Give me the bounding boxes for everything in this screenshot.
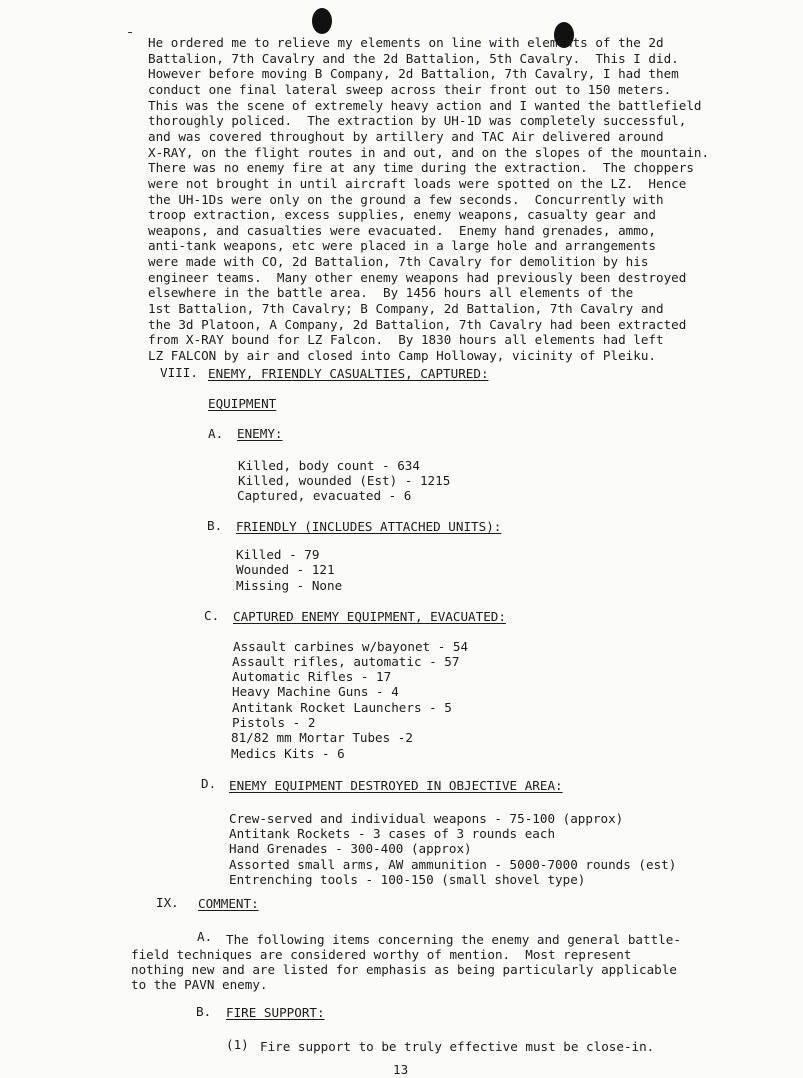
intro-line: engineer teams. Many other enemy weapons had previously been destroyed — [148, 269, 687, 285]
intro-line: elsewhere in the battle area. By 1456 hours all elements of the — [148, 285, 634, 301]
section-8c-item: Assault rifles, automatic - 57 — [232, 654, 460, 669]
section-8d-item: Hand Grenades - 300-400 (approx) — [229, 841, 472, 856]
section-8a-item: Captured, evacuated - 6 — [237, 488, 412, 503]
intro-line: This was the scene of extremely heavy action and I wanted the battlefield — [148, 97, 702, 113]
section-8c-item: Pistols - 2 — [232, 715, 316, 730]
section-8a-letter: A. — [208, 426, 224, 441]
intro-line: 1st Battalion, 7th Cavalry; B Company, 2d Battalion, 7th Cavalry and — [148, 301, 664, 317]
section-8c-letter: C. — [204, 608, 220, 623]
section-9a-line: nothing new and are listed for emphasis as being particularly applicable — [131, 962, 677, 977]
section-8d-item: Crew-served and individual weapons - 75-100 (approx) — [229, 811, 624, 826]
section-8d-item: Antitank Rockets - 3 cases of 3 rounds each — [229, 826, 556, 841]
section-9a-letter: A. — [197, 929, 213, 944]
section-8a-item: Killed, wounded (Est) - 1215 — [238, 473, 451, 488]
intro-line: were made with CO, 2d Battalion, 7th Cavalry for demolition by his — [148, 254, 649, 270]
section-8a-title: ENEMY: — [237, 426, 283, 441]
section-8d-item: Entrenching tools - 100-150 (small shovel type) — [229, 872, 586, 887]
section-8-number: VIII. — [160, 365, 198, 380]
section-8c-item: Automatic Rifles - 17 — [232, 669, 392, 684]
section-8b-title: FRIENDLY (INCLUDES ATTACHED UNITS): — [236, 519, 502, 534]
section-8d-title: ENEMY EQUIPMENT DESTROYED IN OBJECTIVE AREA: — [229, 778, 563, 793]
section-8d-item: Assorted small arms, AW ammunition - 5000-7000 rounds (est) — [229, 857, 677, 872]
intro-line: He ordered me to relieve my elements on line with elements of the 2d — [148, 35, 664, 50]
section-9a-line: The following items concerning the enemy and general battle- — [226, 932, 681, 947]
section-8b-letter: B. — [207, 518, 223, 533]
section-8-subtitle: EQUIPMENT — [208, 396, 277, 411]
section-9a-line: to the PAVN enemy. — [131, 977, 268, 992]
section-9b-item-number: (1) — [226, 1037, 249, 1052]
section-9-number: IX. — [156, 895, 179, 910]
section-8d-letter: D. — [201, 776, 217, 791]
section-8c-item: Assault carbines w/bayonet - 54 — [233, 639, 469, 654]
intro-line: LZ FALCON by air and closed into Camp Holloway, vicinity of Pleiku. — [148, 348, 656, 363]
section-8c-title: CAPTURED ENEMY EQUIPMENT, EVACUATED: — [233, 609, 506, 624]
section-8c-item: Heavy Machine Guns - 4 — [232, 684, 399, 699]
intro-line: the 3d Platoon, A Company, 2d Battalion, 7th Cavalry had been extracted — [148, 316, 687, 332]
section-8c-item: Medics Kits - 6 — [231, 746, 345, 761]
intro-line: from X-RAY bound for LZ Falcon. By 1830 hours all elements had left — [148, 332, 664, 348]
section-8c-item: Antitank Rocket Launchers - 5 — [232, 700, 452, 715]
section-9b-item-text: Fire support to be truly effective must be close-in. — [260, 1039, 655, 1054]
section-8b-item: Missing - None — [236, 578, 343, 593]
intro-line: thoroughly policed. The extraction by UH-1D was completely successful, — [148, 113, 687, 129]
intro-line: anti-tank weapons, etc were placed in a large hole and arrangements — [148, 238, 656, 254]
section-8b-item: Wounded - 121 — [236, 562, 335, 577]
section-8b-item: Killed - 79 — [236, 547, 320, 562]
intro-line: were not brought in until aircraft loads were spotted on the LZ. Hence — [148, 175, 687, 191]
intro-line: There was no enemy fire at any time during the extraction. The choppers — [148, 160, 694, 176]
section-8a-item: Killed, body count - 634 — [238, 458, 420, 473]
intro-line: the UH-1Ds were only on the ground a few seconds. Concurrently with — [148, 191, 664, 207]
section-9b-letter: B. — [196, 1004, 212, 1019]
intro-line: However before moving B Company, 2d Battalion, 7th Cavalry, I had them — [148, 66, 679, 82]
intro-line: weapons, and casualties were evacuated. Enemy hand grenades, ammo, — [148, 222, 656, 238]
intro-line: X-RAY, on the flight routes in and out, and on the slopes of the mountain. — [148, 144, 710, 160]
section-9a-line: field techniques are considered worthy of mention. Most represent — [131, 947, 632, 962]
section-9-title: COMMENT: — [198, 896, 259, 911]
section-8c-item: 81/82 mm Mortar Tubes -2 — [231, 730, 413, 745]
margin-mark — [128, 32, 132, 33]
intro-line: conduct one final lateral sweep across their front out to 150 meters. — [148, 81, 672, 97]
section-8-title: ENEMY, FRIENDLY CASUALTIES, CAPTURED: — [208, 366, 489, 381]
section-9b-title: FIRE SUPPORT: — [226, 1005, 325, 1020]
intro-line: and was covered throughout by artillery and TAC Air delivered around — [148, 128, 664, 144]
page-number: 13 — [393, 1062, 409, 1077]
punch-hole — [312, 8, 332, 34]
intro-line: troop extraction, excess supplies, enemy weapons, casualty gear and — [148, 207, 656, 223]
intro-line: Battalion, 7th Cavalry and the 2d Battalion, 5th Cavalry. This I did. — [148, 50, 679, 66]
